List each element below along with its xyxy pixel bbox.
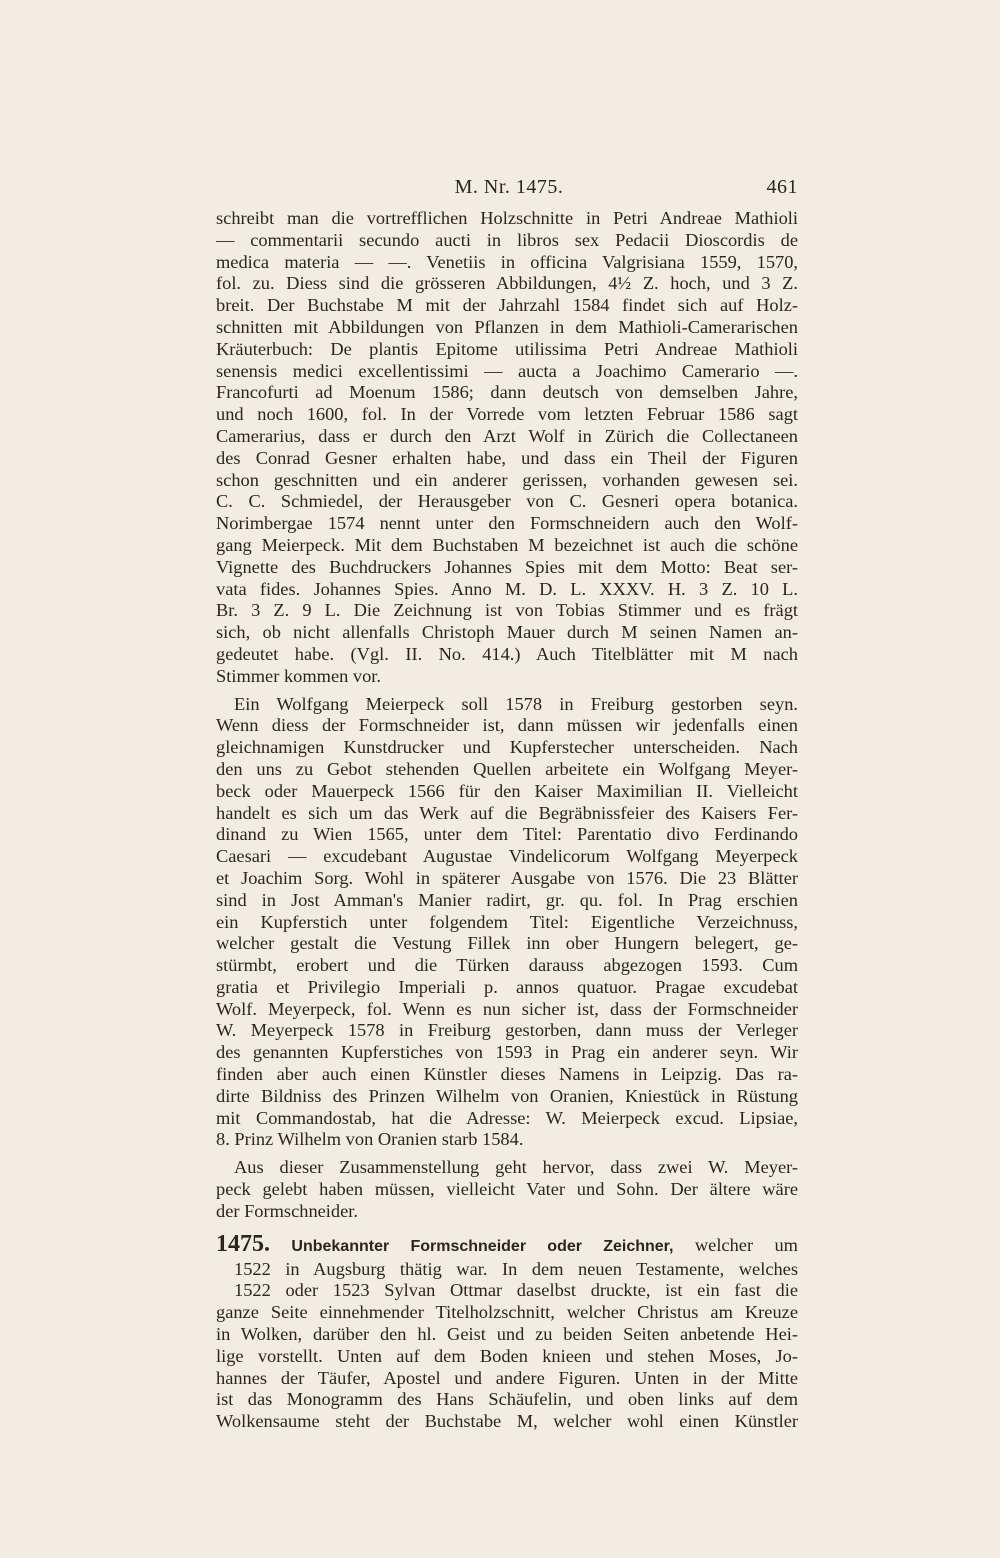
text-line: beck oder Mauerpeck 1566 für den Kaiser Maximilian II. Vielleicht [216, 780, 798, 801]
text-line: C. C. Schmiedel, der Herausgeber von C. Gesneri opera botanica. [216, 491, 798, 512]
text-line: Vignette des Buchdruckers Johannes Spies mit dem Motto: Beat ser- [216, 556, 798, 577]
text-line: 8. Prinz Wilhelm von Oranien starb 1584. [216, 1129, 524, 1150]
text-line: Wolkensaume steht der Buchstabe M, welcher wohl einen Künstler [216, 1411, 798, 1432]
text-line: schreibt man die vortrefflichen Holzschnitte in Petri Andreae Mathioli [216, 208, 798, 228]
text-line: 1522 oder 1523 Sylvan Ottmar daselbst druckte, ist ein fast die [234, 1280, 798, 1301]
running-header [220, 176, 798, 200]
text-line: Wolf. Meyerpeck, fol. Wenn es nun sicher ist, dass der Formschneider [216, 998, 798, 1019]
text-line: des Conrad Gesner erhalten habe, und dass ein Theil der Figuren [216, 447, 798, 468]
text-line: welcher gestalt die Vestung Fillek inn ober Hungern belegert, ge- [216, 933, 798, 954]
text-line: des genannten Kupferstiches von 1593 in Prag ein anderer seyn. Wir [216, 1042, 798, 1063]
text-line: Camerarius, dass er durch den Arzt Wolf in Zürich die Collectaneen [216, 425, 798, 446]
text-line: et Joachim Sorg. Wohl in späterer Ausgabe von 1576. Die 23 Blätter [216, 867, 798, 888]
text-line: handelt es sich um das Werk auf die Begräbnissfeier des Kaisers Fer- [216, 802, 798, 823]
text-line: gratia et Privilegio Imperiali p. annos quatuor. Pragae excudebat [216, 976, 798, 997]
text-line: den uns zu Gebot stehenden Quellen arbeitete ein Wolfgang Meyer- [216, 758, 798, 779]
text-line: ganze Seite einnehmender Titelholzschnitt, welcher Christus am Kreuze [216, 1302, 798, 1323]
text-line: W. Meyerpeck 1578 in Freiburg gestorben, dann muss der Verleger [216, 1020, 798, 1041]
text-line: senensis medici excellentissimi — aucta a Joachimo Camerario —. [216, 360, 798, 381]
text-line: in Wolken, darüber den hl. Geist und zu beiden Seiten anbetende Hei- [216, 1324, 798, 1345]
text-line: 1522 in Augsburg thätig war. In dem neuen Testamente, welches [234, 1258, 798, 1279]
text-line: schnitten mit Abbildungen von Pflanzen in dem Mathioli-Camerarischen [216, 316, 798, 337]
text-line: Br. 3 Z. 9 L. Die Zeichnung ist von Tobias Stimmer und es frägt [216, 600, 798, 621]
text-line: dinand zu Wien 1565, unter dem Titel: Parentatio divo Ferdinando [216, 824, 798, 845]
text-line: mit Commandostab, hat die Adresse: W. Meierpeck excud. Lipsiae, [216, 1107, 798, 1128]
text-line: ist das Monogramm des Hans Schäufelin, und oben links auf dem [216, 1389, 798, 1410]
text-line: sich, ob nicht allenfalls Christoph Mauer durch M seinen Namen an- [216, 622, 798, 643]
catalog-entry-1475 [216, 1229, 798, 1433]
body-text [216, 208, 798, 1433]
text-line: lige vorstellt. Unten auf dem Boden knieen und stehen Moses, Jo- [216, 1345, 798, 1366]
text-line: peck gelebt haben müssen, vielleicht Vater und Sohn. Der ältere wäre [216, 1179, 798, 1200]
text-line: Norimbergae 1574 nennt unter den Formschneidern auch den Wolf- [216, 513, 798, 534]
page-number: 461 [766, 176, 798, 198]
text-line: finden aber auch einen Künstler dieses Namens in Leipzig. Das ra- [216, 1064, 798, 1085]
entry-text [216, 1259, 798, 1433]
text-line: fol. zu. Diess sind die grösseren Abbildungen, 4½ Z. hoch, und 3 Z. [216, 273, 798, 294]
text-line: dirte Bildniss des Prinzen Wilhelm von Oranien, Kniestück in Rüstung [216, 1085, 798, 1106]
running-title: M. Nr. 1475. [454, 176, 564, 198]
entry-title-rest: welcher um [694, 1234, 798, 1255]
text-line: gleichnamigen Kunstdrucker und Kupferstecher unterscheiden. Nach [216, 737, 798, 758]
text-line: hannes der Täufer, Apostel und andere Figuren. Unten in der Mitte [216, 1367, 798, 1388]
text-line: Aus dieser Zusammenstellung geht hervor, dass zwei W. Meyer- [234, 1157, 798, 1178]
text-line: gedeutet habe. (Vgl. II. No. 414.) Auch Titelblätter mit M nach [216, 643, 798, 664]
text-line: vata fides. Johannes Spies. Anno M. D. L. XXXV. H. 3 Z. 10 L. [216, 578, 798, 599]
text-line: Francofurti ad Moenum 1586; dann deutsch von demselben Jahre, [216, 382, 798, 403]
text-line: und noch 1600, fol. In der Vorrede vom letzten Februar 1586 sagt [216, 404, 798, 425]
text-line: gang Meierpeck. Mit dem Buchstaben M bezeichnet ist auch die schöne [216, 534, 798, 555]
text-line: — commentarii secundo aucti in libros sex Pedacii Dioscordis de [216, 229, 798, 250]
text-line: Stimmer kommen vor. [216, 665, 381, 686]
text-line: Kräuterbuch: De plantis Epitome utilissima Petri Andreae Mathioli [216, 338, 798, 359]
entry-heading-line [216, 1229, 798, 1259]
text-line: Ein Wolfgang Meierpeck soll 1578 in Freiburg gestorben seyn. [234, 693, 798, 714]
text-line: sind in Jost Amman's Manier radirt, gr. qu. fol. In Prag erschien [216, 889, 798, 910]
text-line: Wenn diess der Formschneider ist, dann müssen wir jedenfalls einen [216, 715, 798, 736]
text-line: ein Kupferstich unter folgendem Titel: Eigentliche Verzeichnuss, [216, 911, 798, 932]
entry-number: 1475. [216, 1230, 270, 1257]
paragraphs [216, 208, 798, 1229]
text-line: medica materia — —. Venetiis in officina Valgrisiana 1559, 1570, [216, 251, 798, 272]
text-line: breit. Der Buchstabe M mit der Jahrzahl 1584 findet sich auf Holz- [216, 295, 798, 316]
text-line: stürmbt, erobert und die Türken darauss abgezogen 1593. Cum [216, 955, 798, 976]
entry-title: Unbekannter Formschneider oder Zeichner, [291, 1237, 674, 1255]
text-line: schon geschnitten und ein anderer gerissen, vorhanden gewesen sei. [216, 469, 798, 490]
text-line: Caesari — excudebant Augustae Vindelicorum Wolfgang Meyerpeck [216, 846, 798, 867]
text-line: der Formschneider. [216, 1200, 358, 1221]
